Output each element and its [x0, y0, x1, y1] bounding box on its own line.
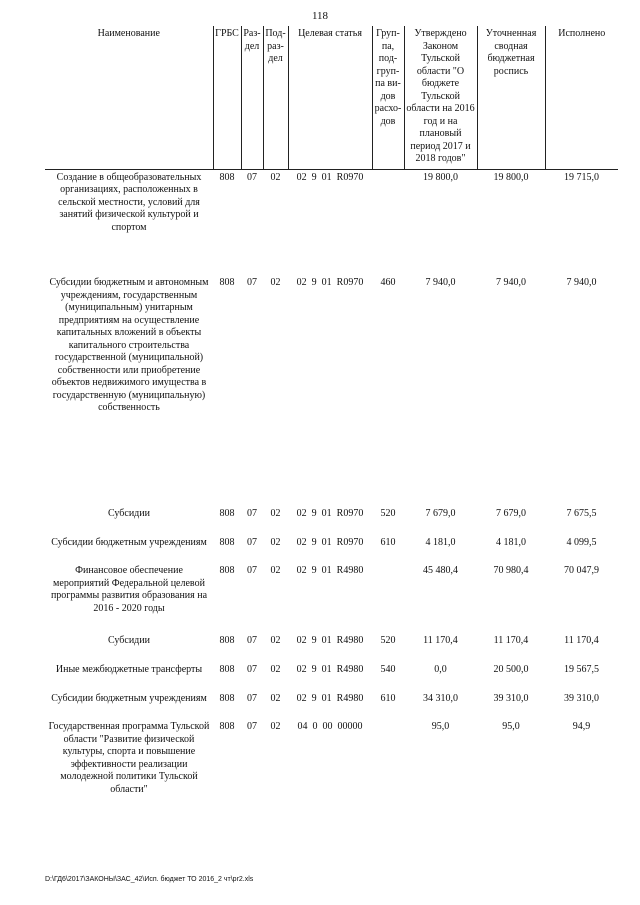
row-target-article: 02 9 01 R0970: [296, 508, 364, 519]
row-target-article: 02 9 01 R4980: [296, 693, 364, 704]
row-name: Субсидии: [108, 508, 150, 519]
row-expense-group: 610: [380, 693, 396, 704]
budget-table: [45, 26, 618, 811]
row-revised: 7 940,0: [496, 277, 526, 288]
row-section: 07: [247, 664, 257, 675]
row-executed: 19 567,5: [564, 664, 599, 675]
row-grbs: 808: [219, 508, 235, 519]
row-section: 07: [247, 171, 257, 183]
table-row: [45, 506, 618, 535]
header-executed: Исполнено: [545, 26, 618, 169]
table-row: [45, 662, 618, 691]
row-subsection: 02: [270, 508, 281, 519]
row-executed: 94,9: [572, 721, 591, 732]
row-subsection: 02: [270, 277, 281, 288]
row-section: 07: [247, 508, 257, 519]
page-number: 118: [311, 10, 329, 22]
row-name: Иные межбюджетные трансферты: [55, 664, 203, 675]
row-grbs: 808: [219, 277, 235, 288]
row-revised: 39 310,0: [493, 693, 529, 704]
row-grbs: 808: [219, 721, 235, 732]
header-revised: Уточненная сводная бюджетная роспись: [477, 26, 545, 169]
row-section: 07: [247, 277, 257, 288]
row-approved: 19 800,0: [423, 171, 458, 183]
row-executed: 39 310,0: [564, 693, 599, 704]
row-subsection: 02: [270, 565, 281, 576]
row-approved: 0,0: [434, 664, 447, 675]
row-subsection: 02: [270, 664, 281, 675]
table-row: [45, 563, 618, 633]
row-expense-group: 520: [380, 508, 396, 519]
row-expense-group: 610: [380, 537, 396, 548]
row-revised: 95,0: [502, 721, 520, 732]
row-executed: 11 170,4: [564, 635, 599, 646]
table-row: [45, 719, 618, 811]
row-name: Субсидии бюджетным и автономным учреждениям, государственным (муниципальным) унитарным предприятиям на осуществление капитальных вложений в объекты капитального строительства государственной (муниципальной) собственности или приобретение объектов недвижимого имущества в государственную (муниципальную) собственность: [49, 277, 209, 413]
header-grbs: ГРБС: [213, 26, 241, 169]
row-grbs: 808: [219, 565, 235, 576]
row-target-article: 02 9 01 R4980: [296, 565, 364, 576]
row-executed: 7 675,5: [566, 508, 597, 519]
row-section: 07: [247, 721, 257, 732]
row-expense-group: [372, 719, 404, 811]
row-name: Государственная программа Тульской области "Развитие физической культуры, спорта и повышение эффективности реализации молодежной политики Тульской области": [48, 721, 210, 795]
header-approved: Утверждено Законом Тульской области "О бюджете Тульской области на 2016 год и на плановый период 2017 и 2018 годов": [404, 26, 477, 169]
row-grbs: 808: [219, 693, 235, 704]
row-name: Субсидии: [108, 635, 150, 646]
row-subsection: 02: [270, 171, 281, 183]
row-revised: 7 679,0: [496, 508, 526, 519]
table-row: [45, 535, 618, 563]
row-grbs: 808: [219, 537, 235, 548]
row-grbs: 808: [219, 664, 235, 675]
row-revised: 4 181,0: [496, 537, 526, 548]
table-row: [45, 691, 618, 719]
table-row: [45, 275, 618, 506]
header-target-article: Целевая статья: [288, 26, 372, 169]
row-revised: 70 980,4: [493, 565, 529, 576]
row-grbs: 808: [219, 171, 235, 183]
header-row: [45, 26, 618, 169]
row-approved: 34 310,0: [423, 693, 458, 704]
row-executed: 70 047,9: [564, 565, 599, 576]
row-section: 07: [247, 537, 257, 548]
row-grbs: 808: [219, 635, 235, 646]
row-name: Субсидии бюджетным учреждениям: [51, 693, 207, 704]
row-name: Финансовое обеспечение мероприятий Федеральной целевой программы развития образования на 2016 - 2020 годы: [50, 565, 208, 614]
row-section: 07: [247, 635, 257, 646]
header-section: Раз-дел: [241, 26, 263, 169]
row-executed: 19 715,0: [564, 171, 599, 183]
row-section: 07: [247, 693, 257, 704]
row-section: 07: [247, 565, 257, 576]
row-approved: 45 480,4: [423, 565, 458, 576]
row-name: Субсидии бюджетным учреждениям: [51, 537, 207, 548]
row-executed: 4 099,5: [566, 537, 597, 548]
row-target-article: 04 0 00 00000: [297, 721, 363, 732]
header-expense-group: Груп-па, под-груп-па ви-дов расхо-дов: [372, 26, 404, 169]
row-revised: 19 800,0: [493, 171, 529, 183]
row-approved: 95,0: [431, 721, 450, 732]
row-expense-group: 540: [380, 664, 396, 675]
table-row: [45, 633, 618, 662]
row-executed: 7 940,0: [566, 277, 597, 288]
file-path-footer: D:\ГД6\2017\ЗАКОНЫ\ЗАС_42\Исп. бюджет ТО 2016_2 чт\pr2.xls: [45, 876, 254, 883]
row-target-article: 02 9 01 R4980: [296, 635, 364, 646]
row-subsection: 02: [270, 693, 281, 704]
row-expense-group: 520: [380, 635, 396, 646]
row-target-article: 02 9 01 R0970: [296, 171, 364, 183]
row-revised: 11 170,4: [493, 635, 529, 646]
row-approved: 7 679,0: [425, 508, 456, 519]
row-subsection: 02: [270, 635, 281, 646]
row-target-article: 02 9 01 R0970: [296, 537, 364, 548]
row-revised: 20 500,0: [493, 664, 529, 675]
header-subsection: Под-раз-дел: [263, 26, 288, 169]
table-row: [45, 169, 618, 275]
row-subsection: 02: [270, 537, 281, 548]
row-expense-group: 460: [380, 277, 396, 288]
row-approved: 11 170,4: [423, 635, 458, 646]
row-target-article: 02 9 01 R0970: [296, 277, 364, 288]
row-expense-group: [372, 563, 404, 633]
row-target-article: 02 9 01 R4980: [296, 664, 364, 675]
row-name: Создание в общеобразовательных организациях, расположенных в сельской местности, условий для занятий физической культурой и спортом: [56, 171, 202, 233]
row-approved: 4 181,0: [425, 537, 456, 548]
row-approved: 7 940,0: [425, 277, 456, 288]
row-subsection: 02: [270, 721, 281, 732]
row-expense-group: [372, 169, 404, 275]
header-name: Наименование: [45, 26, 213, 169]
